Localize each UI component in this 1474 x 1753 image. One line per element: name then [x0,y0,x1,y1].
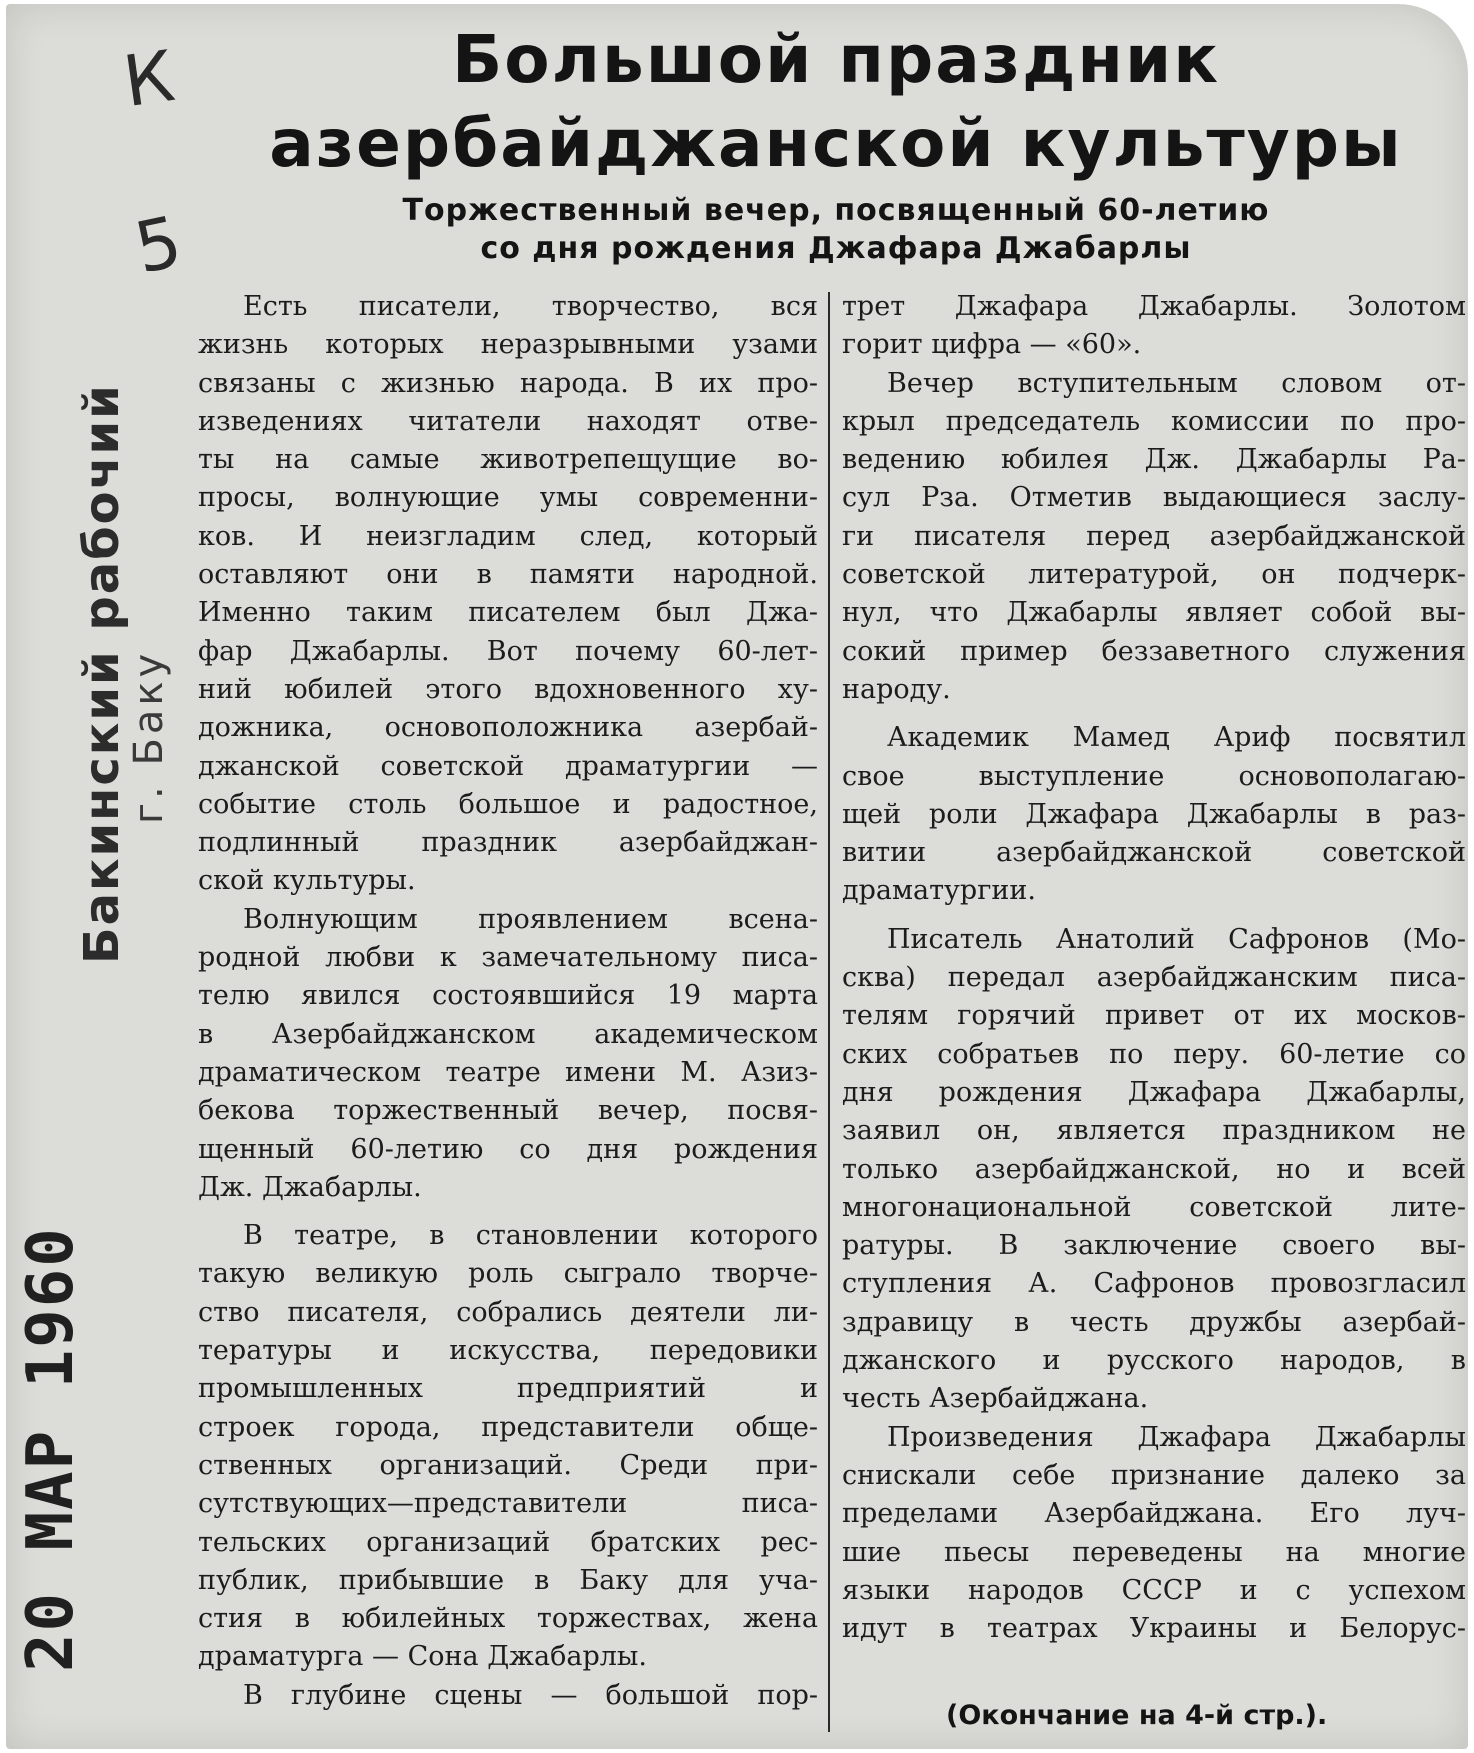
article-text-line: родной любви к замечательному писа- [198,942,818,974]
article-text-line: Есть писатели, творчество, вся [243,291,818,322]
article-column-left [198,288,818,1715]
article-text-line: заявил он, является праздником не [842,1115,1466,1147]
article-text-line: только азербайджанской, но и всей [842,1153,1466,1185]
paragraph-gap [842,911,1466,921]
article-text-line: сул Рза. Отметив выдающиеся заслу- [842,482,1466,514]
article-text-line: строек города, представители обще- [198,1411,818,1443]
article-text-line: просы, волнующие умы современни- [198,482,818,514]
article-text-line: щенный 60-летию со дня рождения [198,1133,818,1165]
newspaper-clipping [6,4,1468,1749]
article-text-line: тературы и искусства, передовики [198,1335,818,1367]
article-text-line: Произведения Джафара Джабарлы [887,1421,1466,1453]
article-text-line: сква) передал азербайджанским писа- [842,962,1466,994]
article-text-line: Именно таким писателем был Джа- [198,597,818,629]
continuation-note: (Окончание на 4-й стр.). [946,1700,1328,1731]
handwritten-page-number: 5 [127,200,189,290]
article-text-line: такую великую роль сыграло творче- [198,1258,818,1290]
article-text-line: оставляют они в памяти народной. [198,559,818,591]
article-text-line: промышленных предприятий и [198,1373,818,1405]
paragraph-gap [198,1207,818,1217]
article-text-line: снискали себе признание далеко за [842,1459,1466,1491]
article-text-line: событие столь большое и радостное, [198,788,818,820]
subheadline-line-2: со дня рождения Джафара Джабарлы [480,231,1192,266]
handwritten-mark: К [118,34,180,124]
article-text-line: Дж. Джабарлы. [198,1171,422,1203]
article-text-line: витии азербайджанской советской [842,837,1466,869]
article-text-line: многонациональной советской лите- [842,1191,1466,1223]
article-text-line: языки народов СССР и с успехом [842,1574,1466,1606]
article-text-line: джанского и русского народов, в [842,1345,1466,1377]
article-text-line: телям горячий привет от их москов- [842,1000,1466,1032]
city-stamp: г. Баку [126,649,172,824]
article-text-line: Волнующим проявлением всена- [243,903,818,935]
article-text-line: щей роли Джафара Джабарлы в раз- [842,798,1466,830]
column-divider [828,292,830,1732]
article-text-line: ступления А. Сафронов провозгласил [842,1268,1466,1300]
article-text-line: фар Джабарлы. Вот почему 60-лет- [198,635,818,667]
article-text-line: телю явился состоявшийся 19 марта [198,980,818,1012]
article-text-line: здравицу в честь дружбы азербай- [842,1306,1466,1338]
article-text-line: подлинный праздник азербайджан- [198,827,818,859]
article-subheadline [306,192,1366,268]
article-text-line: дня рождения Джафара Джабарлы, [842,1076,1466,1108]
subheadline-line-1: Торжественный вечер, посвященный 60-летию [402,193,1270,228]
article-text-line: ственных организаций. Среди при- [198,1449,818,1481]
article-text-line: джанской советской драматургии — [198,750,818,782]
article-text-line: драматурга — Сона Джабарлы. [198,1641,647,1673]
article-text-line: честь Азербайджана. [842,1383,1149,1415]
article-text-line: драматическом театре имени М. Азиз- [198,1056,818,1088]
date-stamp: 20 МАР 1960 [14,1226,88,1672]
article-text-line: ги писателя перед азербайджанской [842,520,1466,552]
article-text-line: ской культуры. [198,865,416,897]
article-text-line: нул, что Джабарлы являет собой вы- [842,597,1466,629]
article-text-line: стия в юбилейных торжествах, жена [198,1603,818,1635]
paragraph-gap [842,709,1466,719]
article-text-line: сокий пример беззаветного служения [842,635,1466,667]
article-text-line: Академик Мамед Ариф посвятил [887,722,1466,754]
article-text-line: дожника, основоположника азербай- [198,712,818,744]
article-text-line: В глубине сцены — большой пор- [243,1679,818,1711]
headline-line-2: азербайджанской культуры [269,105,1403,182]
article-text-line: крыл председатель комиссии по про- [842,405,1466,437]
article-text-line: Писатель Анатолий Сафронов (Мо- [887,923,1466,955]
article-text-line: в Азербайджанском академическом [198,1018,818,1050]
source-stamp: Бакинский рабочий [74,383,130,964]
article-text-line: пределами Азербайджана. Его луч- [842,1498,1466,1530]
article-text-line: трет Джафара Джабарлы. Золотом [842,291,1466,322]
article-text-line: тельских организаций братских рес- [198,1526,818,1558]
article-text-line: ний юбилей этого вдохновенного ху- [198,673,818,705]
article-text-line: драматургии. [842,875,1036,907]
article-text-line: сутствующих—представители писа- [198,1488,818,1520]
article-text-line: ков. И неизгладим след, который [198,520,818,552]
article-text-line: публик, прибывшие в Баку для уча- [198,1564,818,1596]
article-text-line: жизнь которых неразрывными узами [198,329,818,361]
article-text-line: изведениях читатели находят отве- [198,405,818,437]
article-text-line: ведению юбилея Дж. Джабарлы Ра- [842,444,1466,476]
article-headline [206,18,1466,186]
article-text-line: В театре, в становлении которого [243,1220,818,1252]
article-text-line: ты на самые животрепещущие во- [198,444,818,476]
article-text-line: советской литературой, он подчерк- [842,559,1466,591]
article-text-line: связаны с жизнью народа. В их про- [198,367,818,399]
article-text-line: горит цифра — «60». [842,329,1142,361]
article-text-line: Вечер вступительным словом от- [887,367,1466,399]
article-text-line: ратуры. В заключение своего вы- [842,1230,1466,1262]
article-text-line: бекова торжественный вечер, посвя- [198,1095,818,1127]
article-column-right [842,288,1466,1648]
article-text-line: народу. [842,673,951,705]
article-text-line: ство писателя, собрались деятели ли- [198,1296,818,1328]
article-text-line: шие пьесы переведены на многие [842,1536,1466,1568]
headline-line-1: Большой праздник [451,21,1221,98]
article-text-line: идут в театрах Украины и Белорус- [842,1613,1466,1645]
article-text-line: свое выступление основополагаю- [842,760,1466,792]
article-text-line: ских собратьев по перу. 60-летие со [842,1038,1466,1070]
